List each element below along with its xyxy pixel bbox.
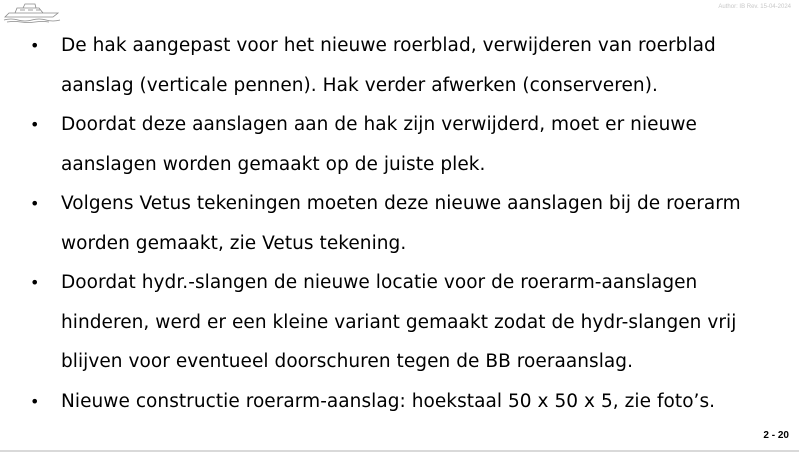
document-meta: Author: IB Rev. 15-04-2024 [718, 4, 791, 10]
bullet-icon: • [30, 391, 40, 411]
bullet-icon: • [30, 115, 40, 134]
bullet-text: Doordat deze aanslagen aan de hak zijn verwijderd, moet er nieuwe aanslagen worden gemaakt op de juiste plek. [61, 114, 697, 175]
bullet-item [0, 184, 799, 263]
boat-logo-icon [3, 2, 61, 24]
bullet-icon: • [30, 273, 40, 292]
bullet-text: Nieuwe constructie roerarm-aanslag: hoekstaal 50 x 50 x 5, zie foto’s. [61, 390, 716, 412]
bullet-text: De hak aangepast voor het nieuwe roerblad, verwijderen van roerblad aanslag (verticale pennen). Hak verder afwerken (conserveren). [61, 35, 716, 96]
bullet-item [0, 382, 799, 422]
bullet-icon: • [30, 194, 40, 213]
bullet-item [0, 26, 799, 105]
page-number: 2 - 20 [763, 430, 789, 441]
bullet-list [0, 26, 799, 421]
bullet-icon: • [30, 36, 40, 55]
bullet-text: Doordat hydr.-slangen de nieuwe locatie voor de roerarm-aanslagen hinderen, werd er een kleine variant gemaakt zodat de hydr-slangen vrij blijven voor eventueel doorschuren tegen de BB roeraanslag. [61, 272, 737, 372]
bullet-text: Volgens Vetus tekeningen moeten deze nieuwe aanslagen bij de roerarm worden gemaakt, zie Vetus tekening. [61, 193, 741, 254]
bullet-item [0, 263, 799, 382]
bullet-item [0, 105, 799, 184]
